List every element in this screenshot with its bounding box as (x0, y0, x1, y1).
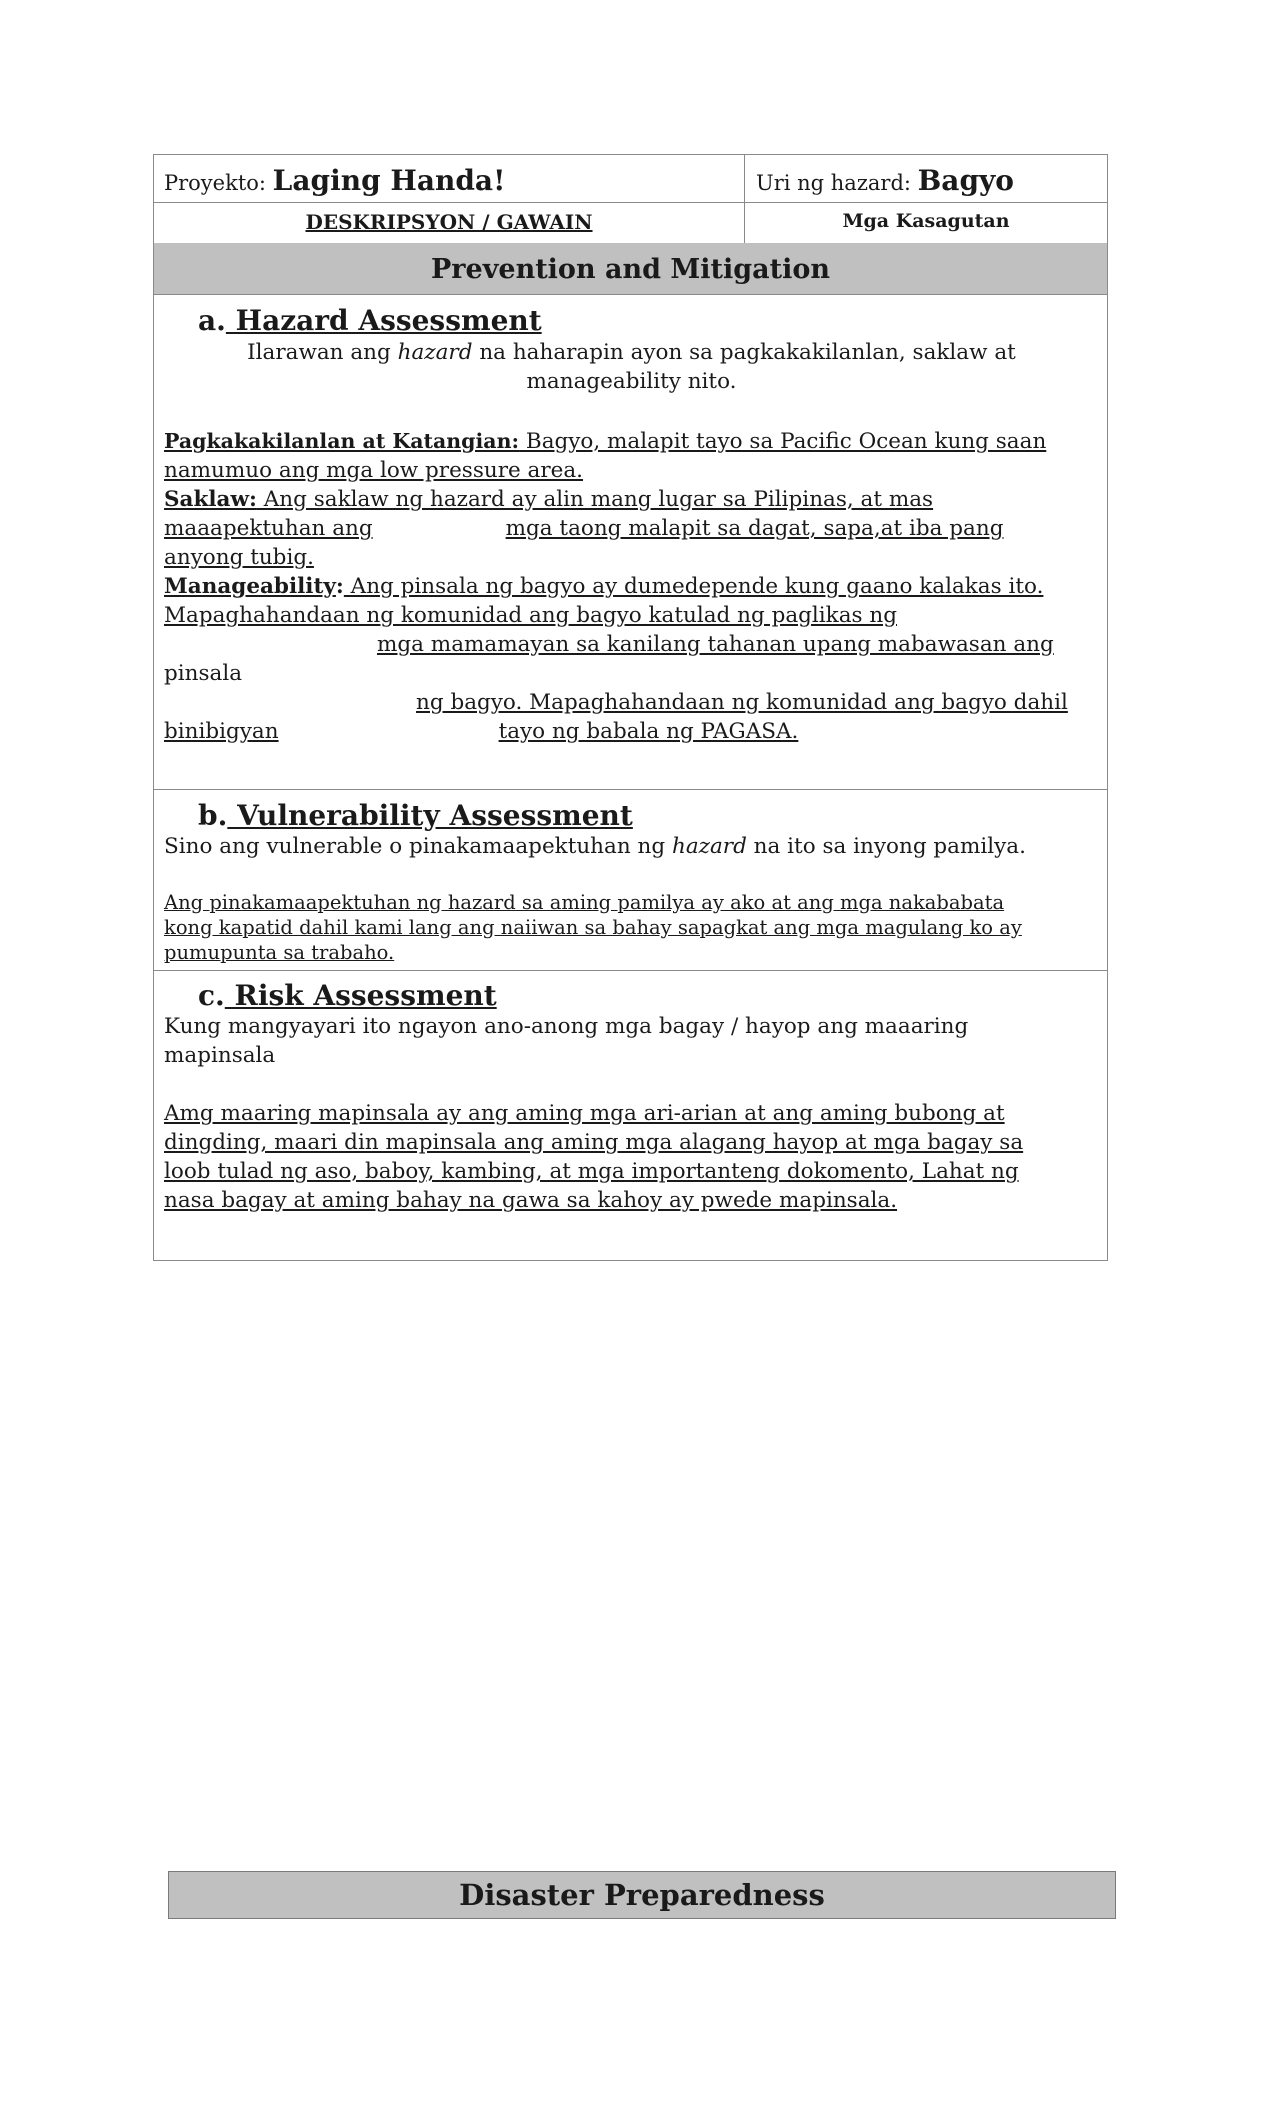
instruction-text: Sino ang vulnerable o pinakamaapektuhan ng (164, 834, 672, 859)
answer-text: ng bagyo. Mapaghahandaan ng komunidad ang bagyo dahil (416, 690, 1068, 715)
hazard-instruction (154, 338, 1109, 396)
risk-answer (164, 1099, 1023, 1215)
instruction-text: manageability nito. (526, 369, 737, 394)
risk-instruction (164, 1012, 968, 1070)
risk-assessment-title (198, 979, 497, 1012)
instruction-text: mapinsala (164, 1043, 276, 1068)
answer-text: Ang saklaw ng hazard ay alin mang lugar sa Pilipinas, at mas (256, 487, 934, 512)
answer-text: dingding, maari din mapinsala ang aming mga alagang hayop at mga bagay sa (164, 1130, 1024, 1155)
assessment-table (153, 154, 1108, 1261)
section-title-text: Risk Assessment (224, 979, 497, 1012)
instruction-emphasis: hazard (671, 834, 747, 859)
answer-text: namumuo ang mga low pressure area. (164, 458, 584, 483)
instruction-text: Ilarawan ang (247, 340, 398, 365)
answer-text: maaapektuhan ang (164, 516, 373, 541)
project-cell (164, 161, 505, 201)
answer-text: pinsala (164, 661, 243, 686)
column-header-description: DESKRIPSYON / GAWAIN (305, 210, 593, 234)
answer-text: Bagyo, malapit tayo sa Pacific Ocean kung saan (519, 429, 1047, 454)
answer-text: Mapaghahandaan ng komunidad ang bagyo katulad ng paglikas ng (164, 603, 898, 628)
vulnerability-assessment-title (198, 799, 633, 832)
answer-text: mga mamamayan sa kanilang tahanan upang mabawasan ang (377, 632, 1054, 657)
answer-label: Manageability (164, 574, 336, 599)
hazard-label: Uri ng hazard: (756, 171, 918, 195)
answer-text: loob tulad ng aso, baboy, kambing, at mga importanteng dokomento, Lahat ng (164, 1159, 1019, 1184)
answer-text: nasa bagay at aming bahay na gawa sa kahoy ay pwede mapinsala. (164, 1188, 898, 1213)
hazard-type-cell (756, 161, 1014, 201)
vulnerability-answer (164, 890, 1022, 965)
section-band-prevention: Prevention and Mitigation (154, 243, 1107, 295)
answer-text: pumupunta sa trabaho. (164, 941, 395, 964)
divider (154, 202, 1107, 203)
divider (154, 789, 1107, 790)
column-divider (744, 155, 745, 245)
answer-text: mga taong malapit sa dagat, sapa,at iba pang (505, 516, 1004, 541)
answer-text: Ang pinakamaapektuhan ng hazard sa aming pamilya ay ako at ang mga nakababata (164, 891, 1005, 914)
section-title-text: Hazard Assessment (225, 304, 542, 337)
instruction-text: na haharapin ayon sa pagkakakilanlan, saklaw at (472, 340, 1016, 365)
hazard-answer-identity (164, 427, 1104, 485)
instruction-text: Kung mangyayari ito ngayon ano-anong mga bagay / hayop ang maaaring (164, 1014, 969, 1039)
answer-text: kong kapatid dahil kami lang ang naiiwan sa bahay sapagkat ang mga magulang ko ay (164, 916, 1022, 939)
section-letter: c. (198, 979, 225, 1012)
vulnerability-instruction (164, 832, 1026, 861)
hazard-name: Bagyo (917, 164, 1014, 197)
divider (154, 970, 1107, 971)
section-title-text: Vulnerability Assessment (227, 799, 633, 832)
answer-label: : (335, 574, 344, 599)
instruction-text: na ito sa inyong pamilya. (746, 834, 1026, 859)
answer-text: Amg maaring mapinsala ay ang aming mga ari-arian at ang aming bubong at (164, 1101, 1005, 1126)
answer-label: Saklaw: (164, 487, 257, 512)
hazard-assessment-title (198, 304, 542, 337)
answer-text: Ang pinsala ng bagyo ay dumedepende kung gaano kalakas ito. (343, 574, 1044, 599)
hazard-answer-scope (164, 485, 1104, 572)
answer-label: Pagkakakilanlan at Katangian: (164, 429, 520, 453)
hazard-answer-manageability (164, 572, 1104, 746)
answer-text: binibigyan (164, 719, 279, 744)
section-band-disaster-preparedness: Disaster Preparedness (168, 1871, 1116, 1919)
project-name: Laging Handa! (272, 164, 506, 197)
section-letter: a. (198, 304, 226, 337)
instruction-emphasis: hazard (397, 340, 473, 365)
section-letter: b. (198, 799, 228, 832)
project-label: Proyekto: (164, 171, 273, 195)
column-header-answers: Mga Kasagutan (842, 210, 1010, 232)
answer-text: anyong tubig. (164, 545, 314, 570)
answer-text: tayo ng babala ng PAGASA. (498, 719, 799, 744)
